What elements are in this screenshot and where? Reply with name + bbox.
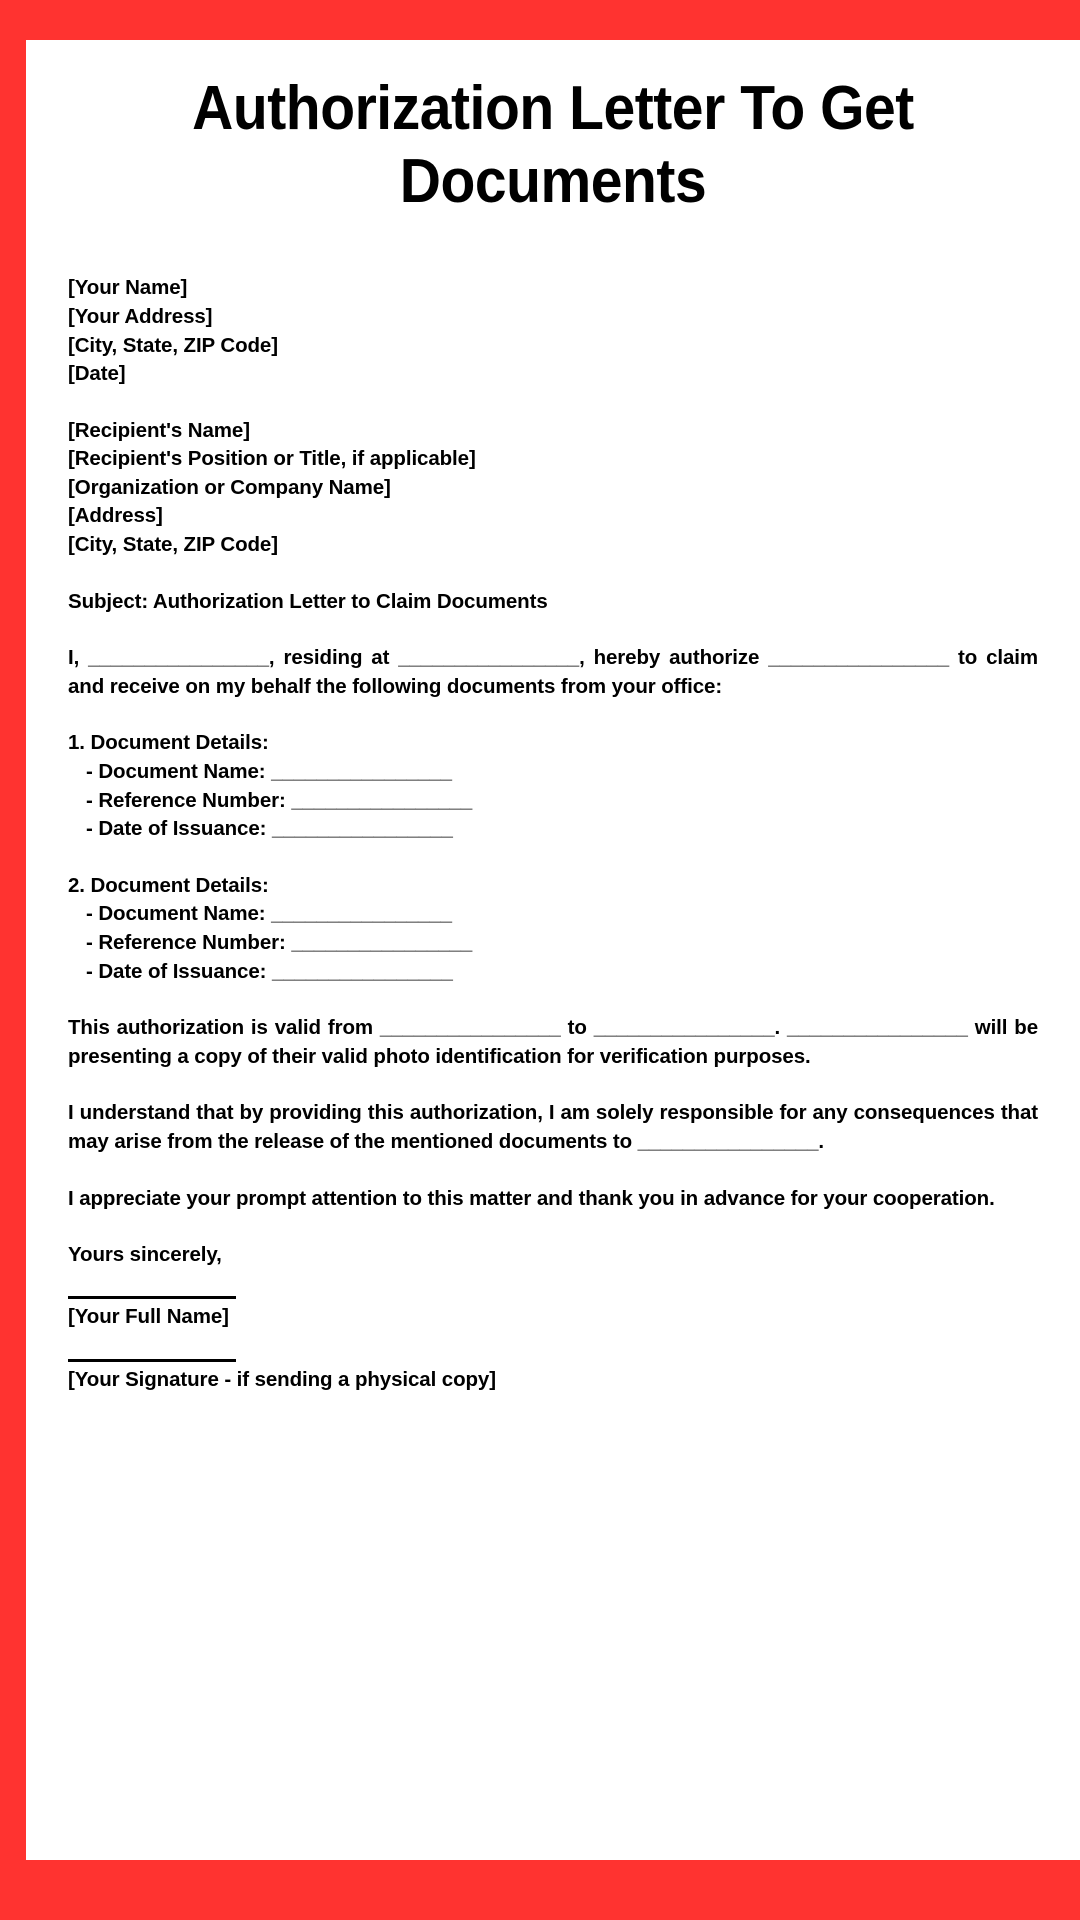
sender-name-line: [Your Name]: [68, 276, 188, 300]
signature-label: [Your Signature - if sending a physical copy]: [68, 1368, 496, 1392]
reference-number-item-1: - Reference Number: ________________: [86, 788, 473, 812]
name-signature-rule: [68, 1296, 236, 1299]
reference-number-item-2: - Reference Number: ________________: [86, 931, 473, 954]
recipient-address-line: [Address]: [68, 504, 163, 528]
subject-line: Subject: Authorization Letter to Claim Documents: [68, 589, 548, 613]
signature-rule: [68, 1359, 236, 1362]
page-title: Authorization Letter To Get Documents: [192, 74, 914, 217]
recipient-name-line: [Recipient's Name]: [68, 418, 250, 442]
signature-block: [68, 1241, 1038, 1395]
document-name-item-2: - Document Name: ________________: [86, 902, 452, 926]
date-of-issuance-item-1: - Date of Issuance: ________________: [86, 817, 453, 841]
document-details-heading-1: 1. Document Details:: [68, 731, 269, 755]
recipient-city-line: [City, State, ZIP Code]: [68, 533, 278, 557]
sender-date-line: [Date]: [68, 362, 126, 386]
sender-address-block: [68, 274, 1038, 388]
sender-city-line: [City, State, ZIP Code]: [68, 333, 278, 357]
document-details-heading-2: 2. Document Details:: [68, 873, 269, 897]
recipient-position-line: [Recipient's Position or Title, if applicable]: [68, 447, 476, 471]
document-sheet: [26, 40, 1080, 1860]
signature-spacer: [68, 1331, 1038, 1359]
document-details-group-2: [68, 872, 1038, 986]
letter-body: [68, 274, 1038, 1395]
sender-address-line: [Your Address]: [68, 304, 213, 328]
understanding-paragraph: I understand that by providing this authorization, I am solely responsible for any consequences that may arise from the release of the mentioned documents to ________________.: [68, 1101, 1038, 1153]
appreciation-paragraph: I appreciate your prompt attention to this matter and thank you in advance for your cooperation.: [68, 1186, 995, 1210]
validity-paragraph: This authorization is valid from ________________ to ________________. ________________ will be presenting a copy of their valid photo identification for verification purposes.: [68, 1016, 1038, 1068]
recipient-address-block: [68, 417, 1038, 560]
date-of-issuance-item-2: - Date of Issuance: ________________: [86, 959, 453, 983]
recipient-organization-line: [Organization or Company Name]: [68, 475, 391, 499]
authorization-paragraph: I, ________________, residing at ________________, hereby authorize ________________ to claim and receive on my behalf the following documents from your office:: [68, 646, 1038, 698]
document-details-group-1: [68, 729, 1038, 843]
document-name-item-1: - Document Name: ________________: [86, 760, 452, 784]
closing-salutation: Yours sincerely,: [68, 1243, 222, 1267]
full-name-label: [Your Full Name]: [68, 1304, 229, 1328]
